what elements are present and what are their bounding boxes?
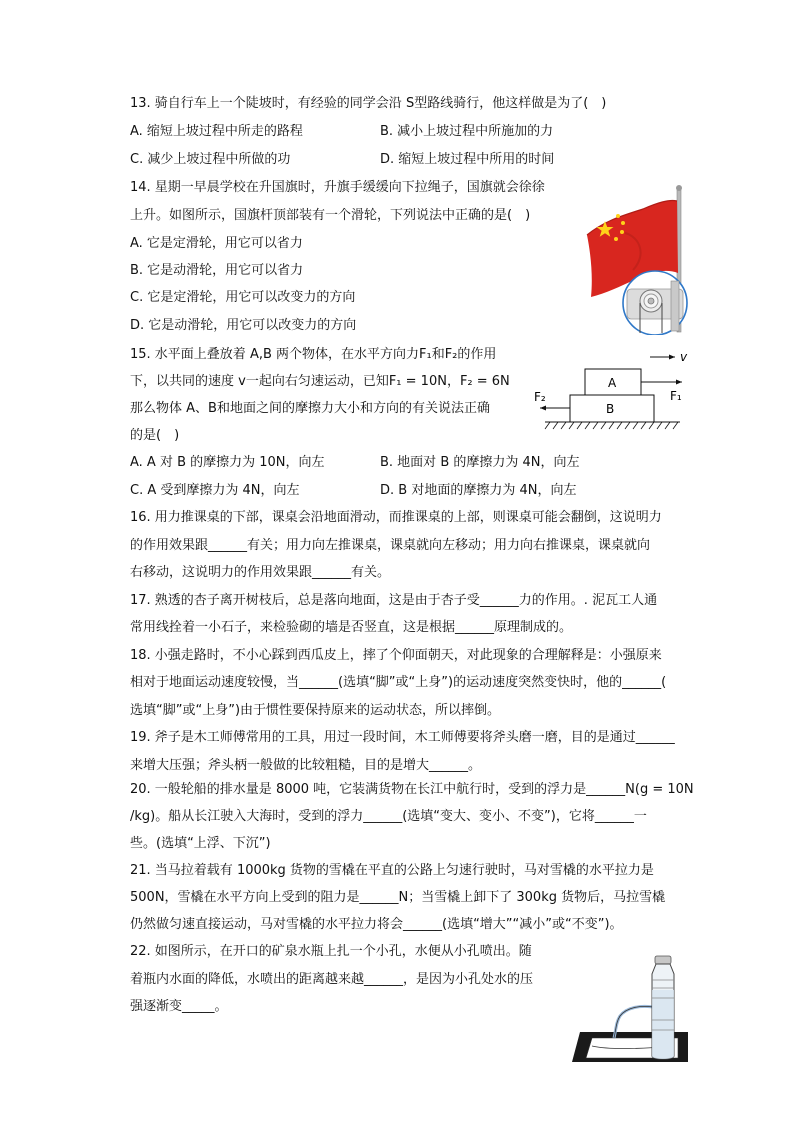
q22-line-1: 22. 如图所示，在开口的矿泉水瓶上扎一个小孔，水便从小孔喷出。随	[130, 944, 532, 959]
q13-stem: 13. 骑自行车上一个陡坡时，有经验的同学会沿 S型路线骑行，他这样做是为了( )	[130, 96, 607, 111]
bottle-cap	[655, 956, 671, 964]
q15-stem-line-1: 15. 水平面上叠放着 A,B 两个物体，在水平方向力F₁和F₂的作用	[130, 347, 497, 362]
f1-label: F₁	[670, 389, 682, 403]
velocity-label: v	[680, 350, 688, 364]
q14-option-a: A. 它是定滑轮，用它可以省力	[130, 236, 303, 251]
q19-line-2: 来增大压强；斧头柄一般做的比较粗糙，目的是增大______。	[130, 758, 482, 773]
q20-line-3: 些。(选填“上浮、下沉”)	[130, 836, 271, 851]
q21-line-1: 21. 当马拉着载有 1000kg 货物的雪橇在平直的公路上匀速行驶时，马对雪橇的水平拉力是	[130, 863, 654, 878]
q15-option-c: C. A 受到摩擦力为 4N，向左	[130, 483, 300, 498]
q14-option-c: C. 它是定滑轮，用它可以改变力的方向	[130, 290, 356, 305]
water-bottle-illustration	[570, 950, 695, 1070]
q21-line-3: 仍然做匀速直接运动，马对雪橇的水平拉力将会______(选填“增大”“减小”或“不变”)。	[130, 917, 623, 932]
q14-stem-line-1: 14. 星期一早晨学校在升国旗时，升旗手缓缓向下拉绳子，国旗就会徐徐	[130, 180, 545, 195]
q18-line-3: 选填“脚”或“上身”)由于惯性要保持原来的运动状态，所以摔倒。	[130, 703, 501, 718]
ground-hatching	[545, 422, 678, 429]
q15-option-d: D. B 对地面的摩擦力为 4N，向左	[380, 483, 577, 498]
q22-line-2: 着瓶内水面的降低，水喷出的距离越来越______，是因为小孔处水的压	[130, 972, 534, 987]
flag-pulley-illustration	[585, 185, 695, 335]
q15-option-b: B. 地面对 B 的摩擦力为 4N，向左	[380, 455, 580, 470]
q15-stem-line-4: 的是( )	[130, 428, 180, 443]
q13-option-c: C. 减少上坡过程中所做的功	[130, 152, 291, 167]
q22-line-3: 强逐渐变_____。	[130, 999, 228, 1014]
f2-label: F₂	[534, 390, 546, 404]
q13-option-b: B. 减小上坡过程中所施加的力	[380, 124, 554, 139]
q15-stem-line-3: 那么物体 A、B和地面之间的摩擦力大小和方向的有关说法正确	[130, 401, 490, 416]
q21-line-2: 500N，雪橇在水平方向上受到的阻力是______N；当雪橇上卸下了 300kg 货物后，马拉雪橇	[130, 890, 666, 905]
q14-option-d: D. 它是动滑轮，用它可以改变力的方向	[130, 318, 357, 333]
q18-line-1: 18. 小强走路时，不小心踩到西瓜皮上，摔了个仰面朝天，对此现象的合理解释是：小强原来	[130, 648, 662, 663]
block-b-label: B	[606, 402, 615, 416]
q19-line-1: 19. 斧子是木工师傅常用的工具，用过一段时间，木工师傅要将斧头磨一磨，目的是通过______	[130, 730, 675, 745]
q13-option-a: A. 缩短上坡过程中所走的路程	[130, 124, 303, 139]
q14-stem-line-2: 上升。如图所示，国旗杆顶部装有一个滑轮，下列说法中正确的是( )	[130, 208, 531, 223]
q14-option-b: B. 它是动滑轮，用它可以省力	[130, 263, 304, 278]
q17-line-2: 常用线拴着一小石子，来检验砌的墙是否竖直，这是根据______原理制成的。	[130, 620, 573, 635]
flag-pulley-figure	[585, 185, 695, 335]
q15-option-a: A. A 对 B 的摩擦力为 10N，向左	[130, 455, 325, 470]
q20-line-1: 20. 一般轮船的排水量是 8000 吨，它装满货物在长江中航行时，受到的浮力是______N(g = 10N	[130, 782, 694, 797]
q16-line-3: 右移动，这说明力的作用效果跟______有关。	[130, 565, 391, 580]
q17-line-1: 17. 熟透的杏子离开树枝后，总是落向地面，这是由于杏子受______力的作用。. 泥瓦工人通	[130, 593, 658, 608]
water-bottle-figure	[570, 950, 695, 1070]
q16-line-2: 的作用效果跟______有关；用力向左推课桌，课桌就向左移动；用力向右推课桌，课桌就向	[130, 538, 651, 553]
q13-option-d: D. 缩短上坡过程中所用的时间	[380, 152, 555, 167]
q16-line-1: 16. 用力推课桌的下部，课桌会沿地面滑动，而推课桌的上部，则课桌可能会翻倒，这说明力	[130, 510, 662, 525]
q15-stem-line-2: 下，以共同的速度 v一起向右匀速运动，已知F₁ = 10N，F₂ = 6N	[130, 374, 510, 389]
q18-line-2: 相对于地面运动速度较慢，当______(选填“脚”或“上身”)的运动速度突然变快时，他的______(	[130, 675, 667, 690]
q20-line-2: /kg)。船从长江驶入大海时，受到的浮力______(选填“变大、变小、不变”)，它将______一	[130, 809, 647, 824]
stacked-blocks-diagram	[530, 345, 700, 435]
stacked-blocks-figure	[530, 345, 700, 435]
block-a-label: A	[608, 376, 617, 390]
